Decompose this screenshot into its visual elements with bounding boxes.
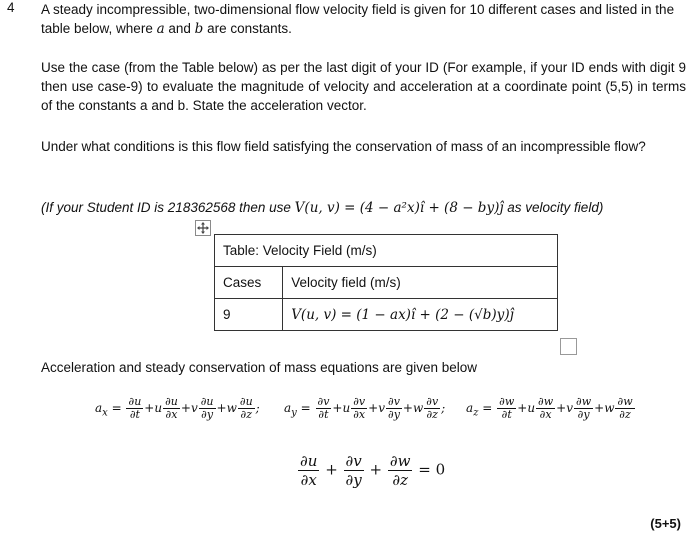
table-cell-case: 9 xyxy=(215,299,283,331)
move-handle-icon[interactable] xyxy=(195,220,211,236)
velocity-table xyxy=(214,234,558,331)
question-paragraph-1: A steady incompressible, two-dimensional flow velocity field is given for 10 different cases and listed in the table below, where a and b are constants. xyxy=(41,2,675,37)
table-cell-velocity: V(u, v) = (1 − ax)î + (2 − (√b)y)ĵ xyxy=(283,299,558,331)
example-formula: V(u, v) = (4 − a²x)î + (8 − by)ĵ xyxy=(294,200,504,216)
table-row xyxy=(215,299,558,331)
equation-az: $a_z$ = $\frac{\partial w}{\partial t}$ +u $\frac{\partial w}{\partial x}$ +v $\frac{\partial w}{\partial y}$ +w $\frac{\partial w}{\partial z}$ xyxy=(466,395,633,421)
table-header-cases: Cases xyxy=(215,267,283,299)
example-note-pre: (If your Student ID is 218362568 then use xyxy=(41,200,295,215)
example-note-post: as velocity field) xyxy=(503,200,604,215)
equation-ay: $a_y$ = $\frac{\partial v}{\partial t}$ +u $\frac{\partial v}{\partial x}$ +v $\frac{\partial v}{\partial y}$ +w $\frac{\partial v}{\partial z}$ ; xyxy=(284,395,446,421)
table-resize-box[interactable] xyxy=(560,338,577,355)
table-title: Table: Velocity Field (m/s) xyxy=(215,235,558,267)
marks-label: (5+5) xyxy=(650,516,681,531)
example-note xyxy=(41,198,686,218)
table-header-velocity: Velocity field (m/s) xyxy=(283,267,558,299)
table-header-row xyxy=(215,267,558,299)
table-title-row xyxy=(215,235,558,267)
question-paragraph-3: Under what conditions is this flow field satisfying the conservation of mass of an incompressible flow? xyxy=(41,139,646,154)
acceleration-intro: Acceleration and steady conservation of mass equations are given below xyxy=(41,360,478,375)
question-number: 4 xyxy=(7,0,15,15)
question-paragraph-2: Use the case (from the Table below) as per the last digit of your ID (For example, if your ID ends with digit 9 then use case-9) to evaluate the magnitude of velocity and acceleration at a coordinate point (5,5) in terms of the constants a and b. State the acceleration vector. xyxy=(41,60,686,113)
mass-conservation-equation: $\frac{\partial u}{\partial x}$ + $\frac{\partial v}{\partial y}$ + $\frac{\partial w}{\partial z}$ = 0 xyxy=(300,452,446,489)
equation-ax: $a_x$ = $\frac{\partial u}{\partial t}$ +u $\frac{\partial u}{\partial x}$ +v $\frac{\partial u}{\partial y}$ +w $\frac{\partial u}{\partial z}$ ; xyxy=(95,395,260,421)
